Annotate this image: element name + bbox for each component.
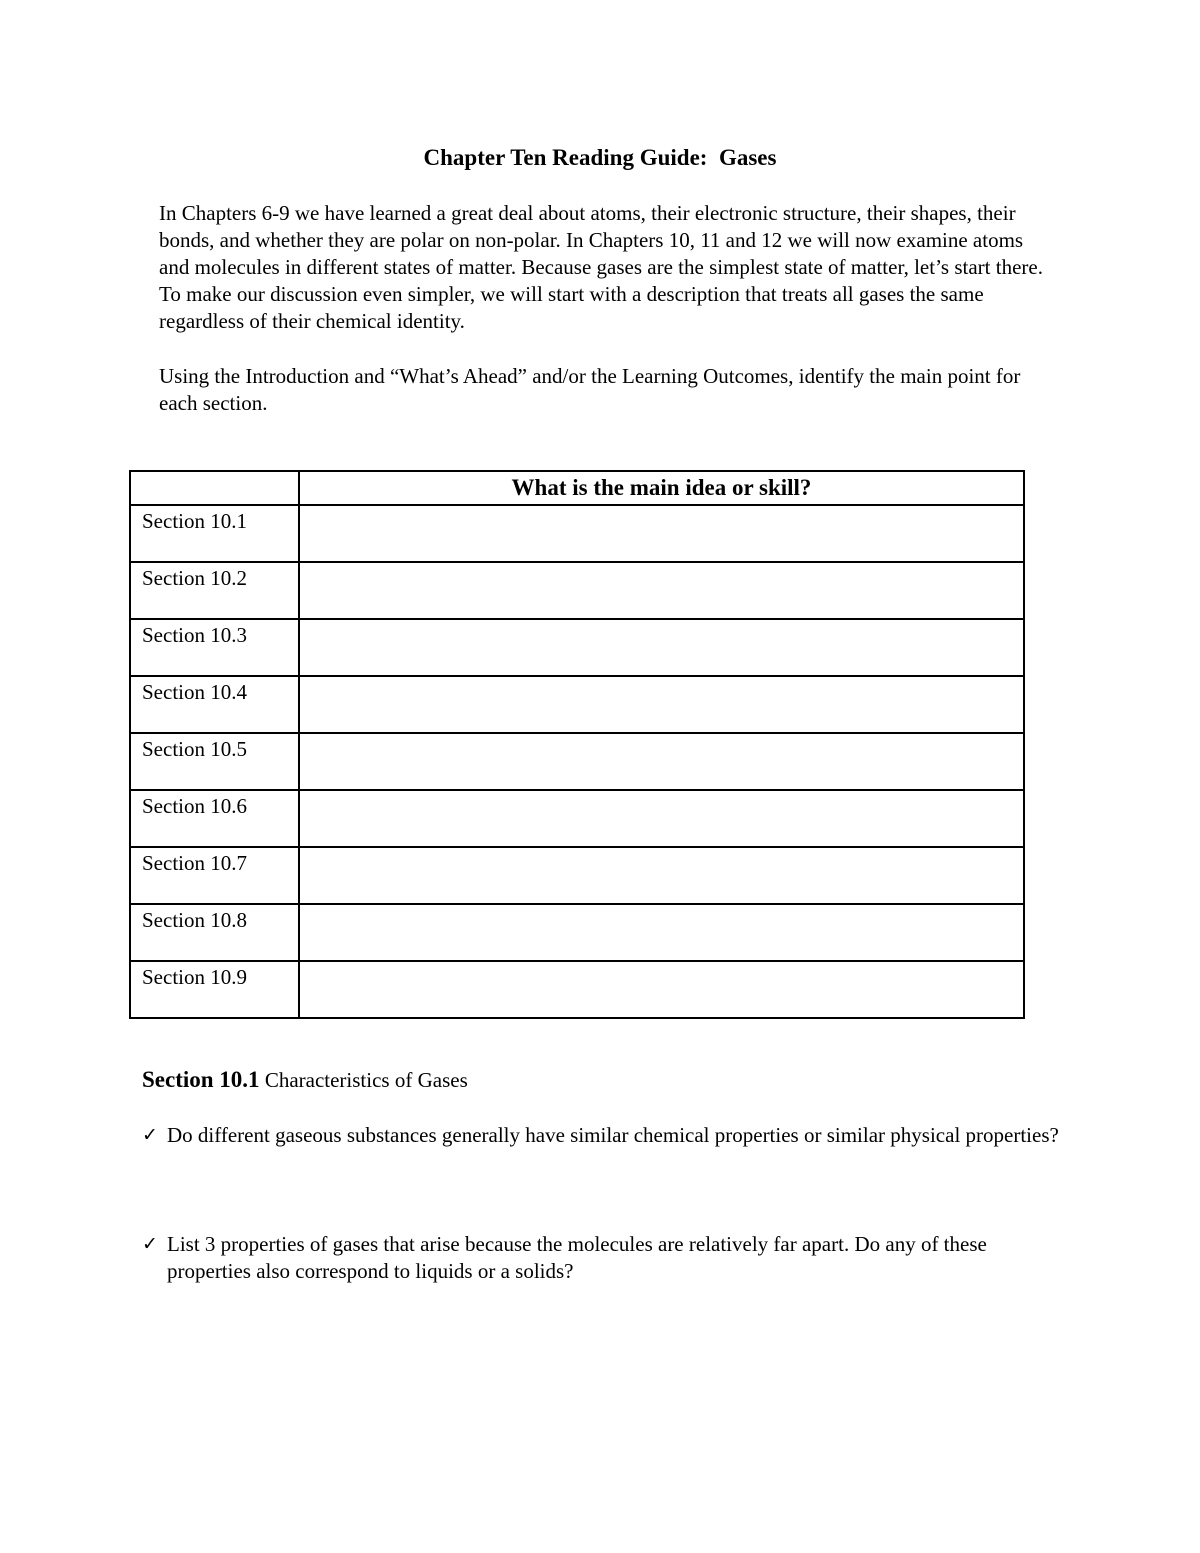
section-label: Section 10.8 bbox=[130, 904, 299, 961]
section-label: Section 10.7 bbox=[130, 847, 299, 904]
main-idea-answer-cell[interactable] bbox=[299, 847, 1024, 904]
main-idea-answer-cell[interactable] bbox=[299, 619, 1024, 676]
section-label: Section 10.4 bbox=[130, 676, 299, 733]
question-item bbox=[142, 1231, 1072, 1285]
section-label: Section 10.6 bbox=[130, 790, 299, 847]
table-row bbox=[130, 733, 1024, 790]
main-idea-answer-cell[interactable] bbox=[299, 562, 1024, 619]
main-idea-answer-cell[interactable] bbox=[299, 676, 1024, 733]
checkmark-icon: ✓ bbox=[142, 1124, 158, 1146]
section-name: Characteristics of Gases bbox=[264, 1068, 468, 1092]
section-heading bbox=[142, 1065, 468, 1095]
main-idea-answer-cell[interactable] bbox=[299, 904, 1024, 961]
section-number: Section 10.1 bbox=[142, 1067, 260, 1092]
table-row bbox=[130, 619, 1024, 676]
main-idea-answer-cell[interactable] bbox=[299, 733, 1024, 790]
main-idea-answer-cell[interactable] bbox=[299, 790, 1024, 847]
table-row bbox=[130, 562, 1024, 619]
main-idea-answer-cell[interactable] bbox=[299, 961, 1024, 1018]
checkmark-icon: ✓ bbox=[142, 1233, 158, 1255]
section-label: Section 10.9 bbox=[130, 961, 299, 1018]
main-idea-table bbox=[129, 470, 1025, 1019]
section-label: Section 10.2 bbox=[130, 562, 299, 619]
table-header-row bbox=[130, 471, 1024, 505]
table-row bbox=[130, 904, 1024, 961]
question-text: Do different gaseous substances generally have similar chemical properties or similar physical properties? bbox=[167, 1123, 1059, 1147]
section-label: Section 10.3 bbox=[130, 619, 299, 676]
question-text: List 3 properties of gases that arise because the molecules are relatively far apart. Do any of these properties also correspond to liquids or a solids? bbox=[167, 1232, 987, 1283]
table-row bbox=[130, 676, 1024, 733]
table-row bbox=[130, 505, 1024, 562]
table-row bbox=[130, 961, 1024, 1018]
instructions-paragraph: Using the Introduction and “What’s Ahead” and/or the Learning Outcomes, identify the main point for each section. bbox=[159, 364, 1021, 415]
main-idea-answer-cell[interactable] bbox=[299, 505, 1024, 562]
table-row bbox=[130, 790, 1024, 847]
table-header-main-idea: What is the main idea or skill? bbox=[299, 471, 1024, 505]
table-header-blank bbox=[130, 471, 299, 505]
section-label: Section 10.1 bbox=[130, 505, 299, 562]
question-item bbox=[142, 1122, 1072, 1149]
section-label: Section 10.5 bbox=[130, 733, 299, 790]
page-title: Chapter Ten Reading Guide: Gases bbox=[423, 145, 777, 170]
table-row bbox=[130, 847, 1024, 904]
intro-paragraph: In Chapters 6-9 we have learned a great deal about atoms, their electronic structure, their shapes, their bonds, and whether they are polar on non-polar. In Chapters 10, 11 and 12 we will now examine atoms and molecules in different states of matter. Because gases are the simplest state of matter, let’s start there. To make our discussion even simpler, we will start with a description that treats all gases the same regardless of their chemical identity. bbox=[159, 201, 1043, 333]
